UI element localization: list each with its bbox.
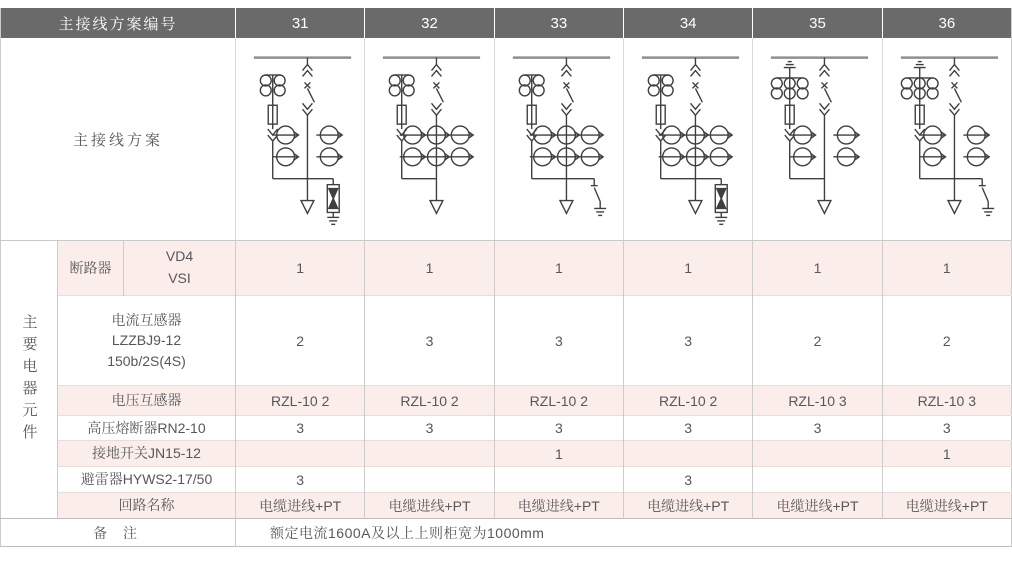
header-scheme-33: 33 — [494, 8, 623, 38]
value-cell-scheme-35: 电缆进线+PT — [753, 493, 882, 519]
single-line-diagram — [753, 39, 882, 239]
header-title: 主接线方案编号 — [1, 8, 236, 38]
value-cell-scheme-31: 1 — [236, 241, 365, 296]
value-cell-scheme-33: 3 — [494, 416, 623, 441]
value-cell-scheme-36: 3 — [882, 416, 1011, 441]
value-cell-scheme-35 — [753, 467, 882, 493]
value-cell-scheme-31: RZL-10 2 — [236, 386, 365, 416]
component-label: 避雷器HYWS2-17/50 — [58, 467, 236, 493]
diagram-row — [1, 38, 1012, 241]
component-group-label: 主要电器元件 — [1, 241, 58, 519]
single-line-diagram — [883, 39, 1012, 239]
component-row — [1, 296, 1012, 386]
value-cell-scheme-32: 3 — [365, 296, 494, 386]
value-cell-scheme-34: 电缆进线+PT — [624, 493, 753, 519]
value-cell-scheme-32 — [365, 467, 494, 493]
value-cell-scheme-34: 3 — [624, 467, 753, 493]
wiring-diagram-34 — [624, 38, 753, 241]
value-cell-scheme-34: 3 — [624, 296, 753, 386]
wiring-diagram-36 — [882, 38, 1011, 241]
component-label: 回路名称 — [58, 493, 236, 519]
header-scheme-31: 31 — [236, 8, 365, 38]
value-cell-scheme-32: RZL-10 2 — [365, 386, 494, 416]
value-cell-scheme-33: 1 — [494, 441, 623, 467]
component-row — [1, 493, 1012, 519]
single-line-diagram — [624, 39, 753, 239]
header-row — [1, 8, 1012, 38]
wiring-diagram-33 — [494, 38, 623, 241]
single-line-diagram — [236, 39, 365, 239]
value-cell-scheme-35: 1 — [753, 241, 882, 296]
header-scheme-34: 34 — [624, 8, 753, 38]
value-cell-scheme-36: 1 — [882, 241, 1011, 296]
value-cell-scheme-31: 电缆进线+PT — [236, 493, 365, 519]
value-cell-scheme-34: 3 — [624, 416, 753, 441]
remark-row — [1, 519, 1012, 547]
value-cell-scheme-35 — [753, 441, 882, 467]
component-label: 高压熔断器RN2-10 — [58, 416, 236, 441]
header-scheme-32: 32 — [365, 8, 494, 38]
value-cell-scheme-33 — [494, 467, 623, 493]
wiring-diagram-35 — [753, 38, 882, 241]
value-cell-scheme-31: 3 — [236, 467, 365, 493]
value-cell-scheme-35: 3 — [753, 416, 882, 441]
value-cell-scheme-33: 电缆进线+PT — [494, 493, 623, 519]
value-cell-scheme-31 — [236, 441, 365, 467]
value-cell-scheme-33: 3 — [494, 296, 623, 386]
value-cell-scheme-36: 电缆进线+PT — [882, 493, 1011, 519]
header-scheme-36: 36 — [882, 8, 1011, 38]
value-cell-scheme-34: 1 — [624, 241, 753, 296]
single-line-diagram — [495, 39, 624, 239]
component-row — [1, 467, 1012, 493]
value-cell-scheme-34 — [624, 441, 753, 467]
value-cell-scheme-32: 电缆进线+PT — [365, 493, 494, 519]
value-cell-scheme-36: 2 — [882, 296, 1011, 386]
value-cell-scheme-36 — [882, 467, 1011, 493]
value-cell-scheme-32: 3 — [365, 416, 494, 441]
component-label: 电流互感器 LZZBJ9-12 150b/2S(4S) — [58, 296, 236, 386]
remark-text: 额定电流1600A及以上上则柜宽为1000mm — [236, 519, 1012, 547]
value-cell-scheme-35: 2 — [753, 296, 882, 386]
component-row — [1, 416, 1012, 441]
component-label: 接地开关JN15-12 — [58, 441, 236, 467]
header-scheme-35: 35 — [753, 8, 882, 38]
wiring-diagram-32 — [365, 38, 494, 241]
wiring-diagram-31 — [236, 38, 365, 241]
value-cell-scheme-31: 2 — [236, 296, 365, 386]
value-cell-scheme-35: RZL-10 3 — [753, 386, 882, 416]
value-cell-scheme-33: 1 — [494, 241, 623, 296]
diagram-row-label: 主接线方案 — [1, 38, 236, 241]
value-cell-scheme-34: RZL-10 2 — [624, 386, 753, 416]
component-row — [1, 241, 1012, 296]
single-line-diagram — [365, 39, 494, 239]
value-cell-scheme-36: RZL-10 3 — [882, 386, 1011, 416]
wiring-scheme-table — [0, 8, 1012, 547]
value-cell-scheme-32: 1 — [365, 241, 494, 296]
value-cell-scheme-31: 3 — [236, 416, 365, 441]
value-cell-scheme-36: 1 — [882, 441, 1011, 467]
component-label: 断路器 — [58, 241, 124, 296]
component-label: 电压互感器 — [58, 386, 236, 416]
component-row — [1, 441, 1012, 467]
component-row — [1, 386, 1012, 416]
component-sublabel: VD4 VSI — [124, 241, 236, 296]
value-cell-scheme-33: RZL-10 2 — [494, 386, 623, 416]
value-cell-scheme-32 — [365, 441, 494, 467]
remark-label: 备 注 — [1, 519, 236, 547]
